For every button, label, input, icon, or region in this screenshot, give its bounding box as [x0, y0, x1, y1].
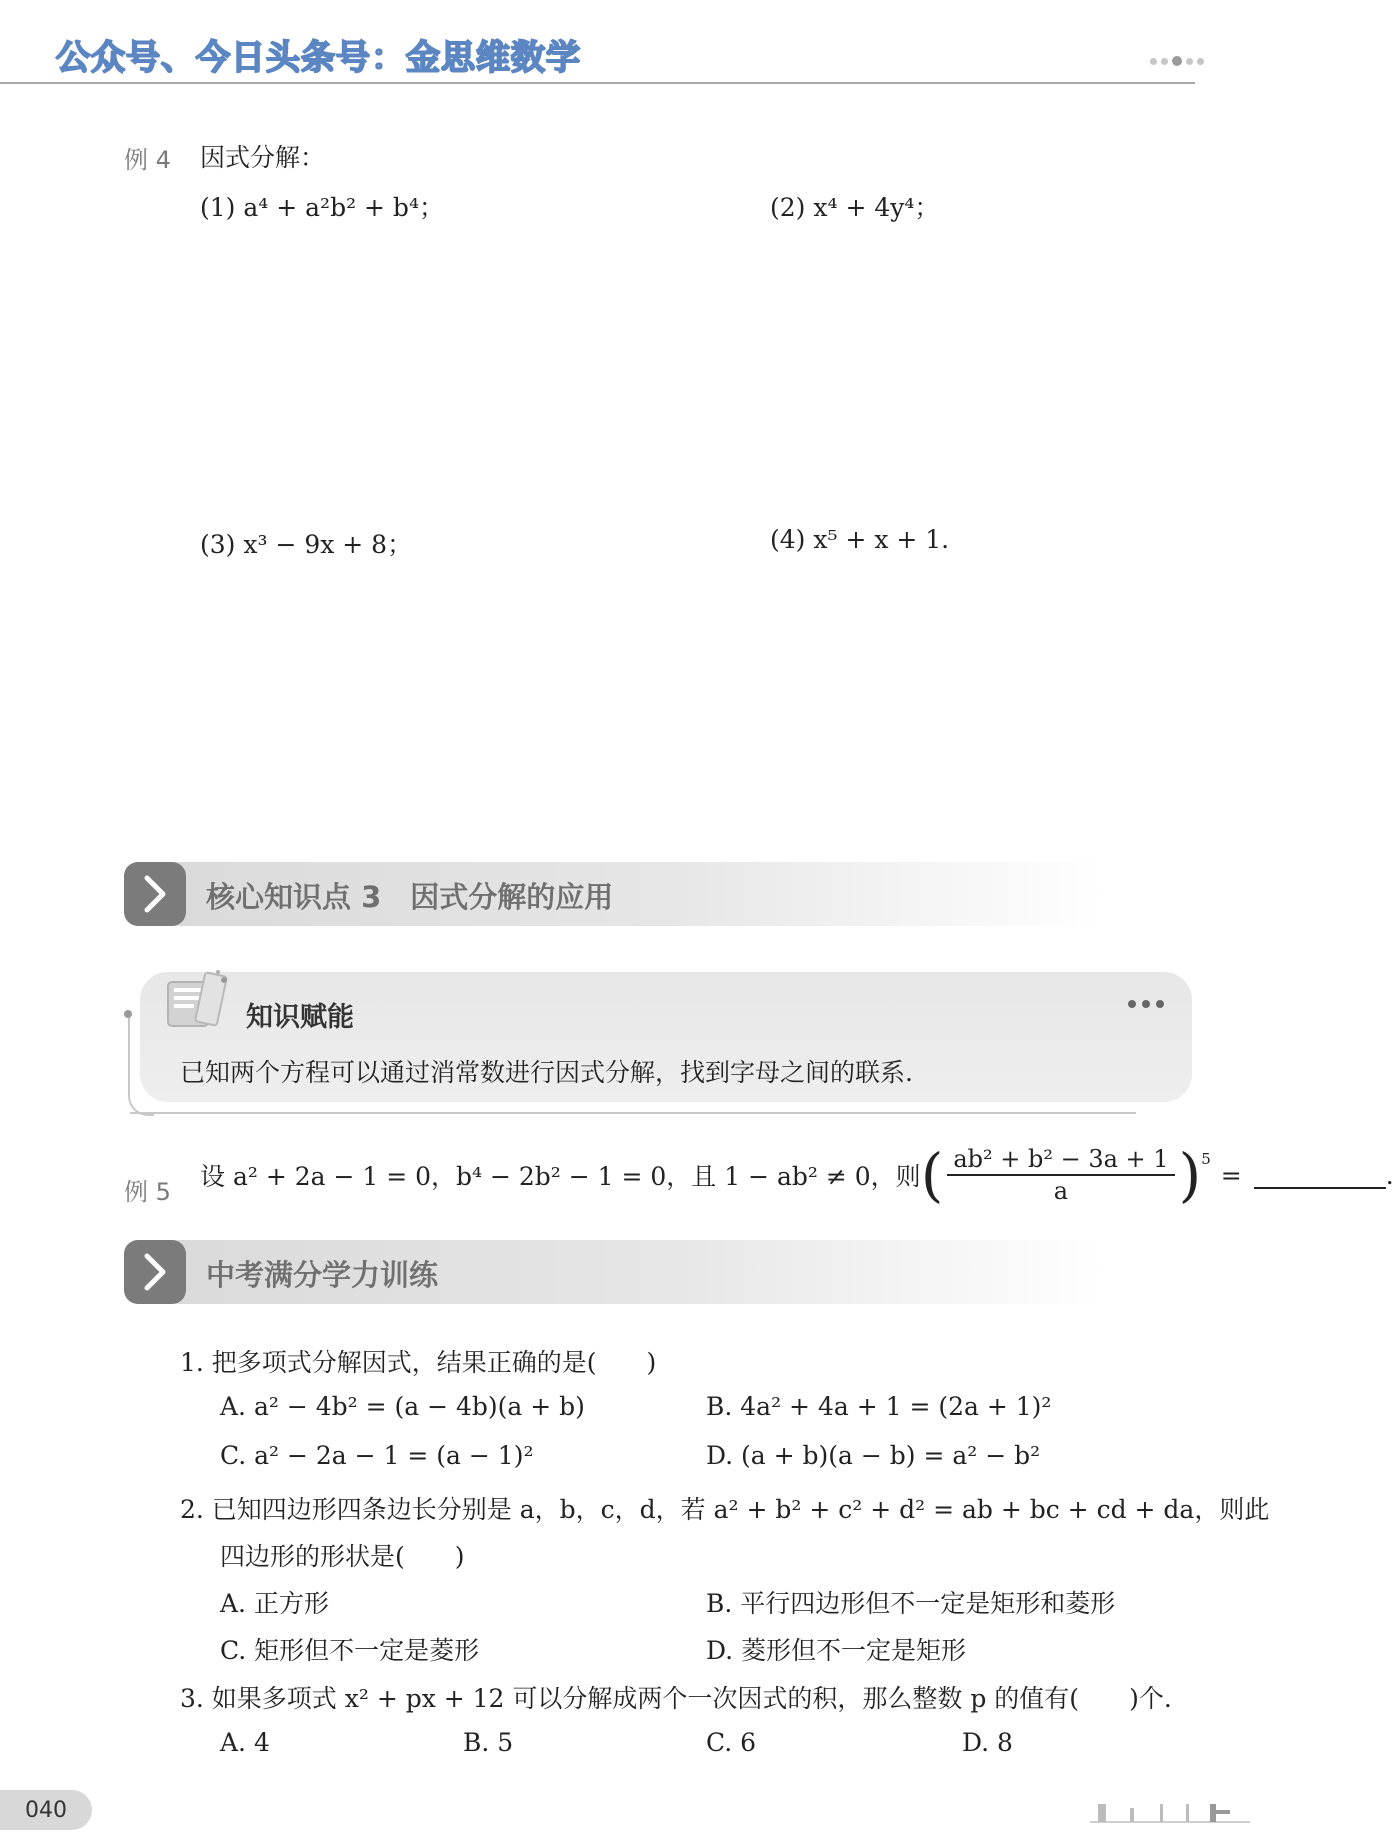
example4-item-1: [200, 188, 444, 224]
question-2-option-d[interactable]: D. 菱形但不一定是矩形: [706, 1636, 967, 1665]
header-title: 公众号、今日头条号：金思维数学: [56, 38, 581, 78]
training-title: 中考满分学力训练: [206, 1258, 439, 1292]
chevron-right-icon: [124, 1240, 186, 1304]
fraction-numerator: ab² + b² − 3a + 1: [947, 1144, 1174, 1176]
fraction: [947, 1144, 1174, 1206]
question-1-option-a[interactable]: A. a² − 4b² = (a − 4b)(a + b): [220, 1392, 585, 1421]
question-2-option-a[interactable]: A. 正方形: [220, 1589, 329, 1618]
answer-blank[interactable]: [1254, 1161, 1386, 1189]
knowledge-text: 已知两个方程可以通过消常数进行因式分解，找到字母之间的联系.: [180, 1058, 913, 1087]
question-3-option-a[interactable]: A. 4: [220, 1728, 270, 1757]
item-number: (2): [770, 193, 806, 222]
knowledge-bullet: [124, 1010, 132, 1018]
question-2-option-b[interactable]: B. 平行四边形但不一定是矩形和菱形: [706, 1589, 1116, 1618]
question-1-option-b[interactable]: B. 4a² + 4a + 1 = (2a + 1)²: [706, 1392, 1052, 1421]
example5-text: [200, 1141, 1394, 1209]
section3-title: 核心知识点 3 因式分解的应用: [206, 880, 614, 914]
question-1-stem: 1. 把多项式分解因式，结果正确的是( ): [180, 1348, 657, 1377]
book-icon: [160, 968, 232, 1036]
question-3-option-c[interactable]: C. 6: [706, 1728, 757, 1757]
question-1-option-c[interactable]: C. a² − 2a − 1 = (a − 1)²: [220, 1441, 534, 1470]
example4-title: 因式分解：: [200, 143, 326, 172]
item-expression: x⁴ + 4y⁴；: [813, 193, 940, 222]
example4-label: 例 4: [124, 146, 171, 174]
section3-banner: [124, 862, 1104, 926]
header-divider: [0, 82, 1195, 84]
example4-item-3: [200, 525, 412, 561]
right-paren: ): [1178, 1141, 1202, 1209]
question-1-option-d[interactable]: D. (a + b)(a − b) = a² − b²: [706, 1441, 1041, 1470]
question-2-stem-cont: 四边形的形状是( ): [220, 1542, 465, 1571]
knowledge-title: 知识赋能: [246, 1002, 354, 1033]
fraction-denominator: a: [1053, 1177, 1069, 1205]
chevron-right-icon: [124, 862, 186, 926]
example5-label: 例 5: [124, 1178, 171, 1206]
item-number: (1): [200, 193, 236, 222]
item-expression: a⁴ + a²b² + b⁴；: [243, 193, 444, 222]
question-2-stem: 2. 已知四边形四条边长分别是 a，b，c，d，若 a² + b² + c² + d² = ab + bc + cd + da，则此: [180, 1495, 1270, 1524]
question-3-option-b[interactable]: B. 5: [463, 1728, 514, 1757]
question-2-option-c[interactable]: C. 矩形但不一定是菱形: [220, 1636, 480, 1665]
item-expression: x⁵ + x + 1.: [813, 525, 950, 554]
more-dots-icon: [1128, 1000, 1164, 1008]
question-3-stem: 3. 如果多项式 x² + px + 12 可以分解成两个一次因式的积，那么整数 p 的值有( )个.: [180, 1684, 1172, 1713]
item-expression: x³ − 9x + 8；: [243, 530, 413, 559]
item-number: (4): [770, 525, 806, 554]
example4-item-2: [770, 188, 939, 224]
example4-item-4: [770, 525, 949, 554]
header-dots: [1150, 56, 1204, 66]
knowledge-underline: [130, 1112, 1136, 1114]
exponent: 5: [1201, 1150, 1211, 1168]
equals-sign: =: [1220, 1160, 1242, 1190]
left-paren: (: [920, 1141, 944, 1209]
question-3-option-d[interactable]: D. 8: [962, 1728, 1013, 1757]
example5-end: .: [1385, 1160, 1394, 1190]
training-banner: [124, 1240, 1104, 1304]
item-number: (3): [200, 530, 236, 559]
example5-prefix: 设 a² + 2a − 1 = 0，b⁴ − 2b² − 1 = 0，且 1 − ab² ≠ 0，则: [200, 1162, 921, 1191]
page-number: 040: [0, 1790, 92, 1830]
footer-decoration: [1090, 1802, 1250, 1828]
